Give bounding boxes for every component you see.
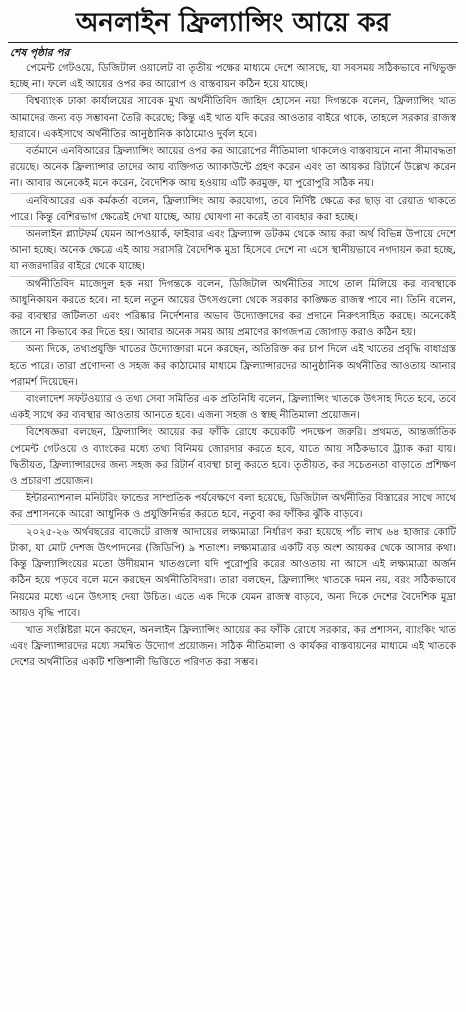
article-body: [10, 61, 456, 672]
paragraph: অনলাইন প্ল্যাটফর্ম যেমন আপওয়ার্ক, ফাইবার এবং ফ্রিল্যান্স ডটকম থেকে আয় করা অর্থ বিভিন্ন উপায়ে দেশে আনা হচ্ছে। অনেক ক্ষেত্রে এই আয় সরাসরি বৈদেশিক মুদ্রা হিসেবে দেশে না এসে স্থানীয়ভাবে নগদায়ন করা হচ্ছে, যা নজরদারির বাইরে থেকে যাচ্ছে।: [10, 227, 456, 277]
paragraph: খাত সংশ্লিষ্টরা মনে করছেন, অনলাইন ফ্রিল্যান্সিং আয়ের কর ফাঁকি রোধে সরকার, কর প্রশাসন, ব্যাংকিং খাত এবং ফ্রিল্যান্সারদের মধ্যে সমন্বিত উদ্যোগ প্রয়োজন। সঠিক নীতিমালা ও কার্যকর বাস্তবায়নের মাধ্যমে এই খাতকে দেশের অর্থনীতির একটি শক্তিশালী ভিত্তিতে পরিণত করা সম্ভব।: [10, 624, 456, 669]
paragraph: বিশ্বব্যাংক ঢাকা কার্যালয়ের সাবেক মুখ্য অর্থনীতিবিদ জাহিদ হোসেন নয়া দিগন্তকে বলেন, ফ্রিল্যান্সিং খাত আমাদের জন্য বড় সম্ভাবনা তৈরি করেছে; কিন্তু এই খাত যদি করের আওতার বাইরে থাকে, তাহলে সরকার রাজস্ব হারাবে। একইসাথে অর্থনীতির আনুষ্ঠানিক কাঠামোও দুর্বল হবে।: [10, 94, 456, 144]
headline: অনলাইন ফ্রিল্যান্সিং আয়ে কর: [75, 8, 391, 38]
paragraph: ইন্টারন্যাশনাল মনিটরিং ফান্ডের সাম্প্রতিক পর্যবেক্ষণে বলা হয়েছে, ডিজিটাল অর্থনীতির বিস্তারের সাথে সাথে কর প্রশাসনকে আরো আধুনিক ও প্রযুক্তিনির্ভর করতে হবে, নতুবা কর ফাঁকির ঝুঁকি বাড়বে।: [10, 491, 456, 524]
paragraph: বিশেষজ্ঞরা বলছেন, ফ্রিল্যান্সিং আয়ের কর ফাঁকি রোধে কয়েকটি পদক্ষেপ জরুরি। প্রথমত, আন্তর্জাতিক পেমেন্ট গেটওয়ে ও ব্যাংকের মধ্যে তথ্য বিনিময় জোরদার করতে হবে, যাতে আয় সঠিকভাবে ট্র্যাক করা যায়। দ্বিতীয়ত, ফ্রিল্যান্সারদের জন্য সহজ কর রিটার্ন ব্যবস্থা চালু করতে হবে। তৃতীয়ত, কর সচেতনতা বাড়াতে প্রশিক্ষণ ও প্রচারণা প্রয়োজন।: [10, 425, 456, 491]
paragraph: বাংলাদেশ সফটওয়্যার ও তথ্য সেবা সমিতির এক প্রতিনিধি বলেন, ফ্রিল্যান্সিং খাতকে উৎসাহ দিতে হবে, তবে একই সাথে কর ব্যবস্থার আওতায় আনতে হবে। এজন্য সহজ ও স্বচ্ছ নীতিমালা প্রয়োজন।: [10, 392, 456, 425]
continued-from-label: শেষ পৃষ্ঠার পর: [10, 47, 70, 59]
paragraph: পেমেন্ট গেটওয়ে, ডিজিটাল ওয়ালেট বা তৃতীয় পক্ষের মাধ্যমে দেশে আসছে, যা সবসময় সঠিকভাবে নথিভুক্ত হচ্ছে না। ফলে এই আয়ের ওপর কর আরোপ ও বাস্তবায়ন কঠিন হয়ে যাচ্ছে।: [10, 61, 456, 94]
paragraph: অন্য দিকে, তথ্যপ্রযুক্তি খাতের উদ্যোক্তারা মনে করছেন, অতিরিক্ত কর চাপ দিলে এই খাতের প্রবৃদ্ধি বাধাগ্রস্ত হতে পারে। তারা প্রণোদনা ও সহজ কর কাঠামোর মাধ্যমে ফ্রিল্যান্সারদের আনুষ্ঠানিক অর্থনীতির আওতায় আনার পরামর্শ দিয়েছেন।: [10, 342, 456, 392]
paragraph: অর্থনীতিবিদ মাজেদুল হক নয়া দিগন্তকে বলেন, ডিজিটাল অর্থনীতির সাথে তাল মিলিয়ে কর ব্যবস্থাকে আধুনিকায়ন করতে হবে। না হলে নতুন আয়ের উৎসগুলো থেকে সরকার কাঙ্ক্ষিত রাজস্ব পাবে না। তিনি বলেন, কর ব্যবস্থার জটিলতা এবং পরিষ্কার নির্দেশনার অভাব উদ্যোক্তাদের কর প্রদানে নিরুৎসাহিত করছে। অনেকেই জানে না কিভাবে কর দিতে হয়। আবার অনেক সময় আয় প্রমাণের কাগজপত্র জোগাড় করাও কঠিন হয়।: [10, 277, 456, 343]
paragraph: বর্তমানে এনবিআরের ফ্রিল্যান্সিং আয়ের ওপর কর আরোপের নীতিমালা থাকলেও বাস্তবায়নে নানা সীমাবদ্ধতা রয়েছে। অনেক ফ্রিল্যান্সার তাদের আয় ব্যক্তিগত অ্যাকাউন্টে গ্রহণ করেন এবং তা আয়কর রিটার্নে উল্লেখ করেন না। আবার অনেকেই মনে করেন, বৈদেশিক আয় হওয়ায় এটি করমুক্ত, যা পুরোপুরি সঠিক নয়।: [10, 144, 456, 194]
headline-rule: [8, 42, 458, 43]
paragraph: এনবিআরের এক কর্মকর্তা বলেন, ফ্রিল্যান্সিং আয় করযোগ্য, তবে নির্দিষ্ট ক্ষেত্রে কর ছাড় বা রেয়াত থাকতে পারে। কিন্তু বেশিরভাগ ক্ষেত্রেই দেখা যাচ্ছে, আয় ঘোষণা না করেই তা ব্যবহার করা হচ্ছে।: [10, 194, 456, 227]
paragraph: ২০২৫-২৬ অর্থবছরের বাজেটে রাজস্ব আদায়ের লক্ষ্যমাত্রা নির্ধারণ করা হয়েছে পাঁচ লাখ ৬৪ হাজার কোটি টাকা, যা মোট দেশজ উৎপাদনের (জিডিপি) ৯ শতাংশ। লক্ষ্যমাত্রার একটি বড় অংশ আয়কর থেকে আসার কথা। কিন্তু ফ্রিল্যান্সিংয়ের মতো উদীয়মান খাতগুলো যদি পুরোপুরি করের আওতায় না আসে এই লক্ষ্যমাত্রা অর্জন কঠিন হয়ে পড়বে বলে মনে করছেন অর্থনীতিবিদরা। তারা বলছেন, ফ্রিল্যান্সিং খাতকে দমন নয়, বরং সঠিকভাবে নিয়মের মধ্যে এনে উৎসাহ দেয়া উচিত। এতে এক দিকে যেমন রাজস্ব বাড়বে, অন্য দিকে দেশের বৈদেশিক মুদ্রা আয়ও বৃদ্ধি পাবে।: [10, 525, 456, 623]
